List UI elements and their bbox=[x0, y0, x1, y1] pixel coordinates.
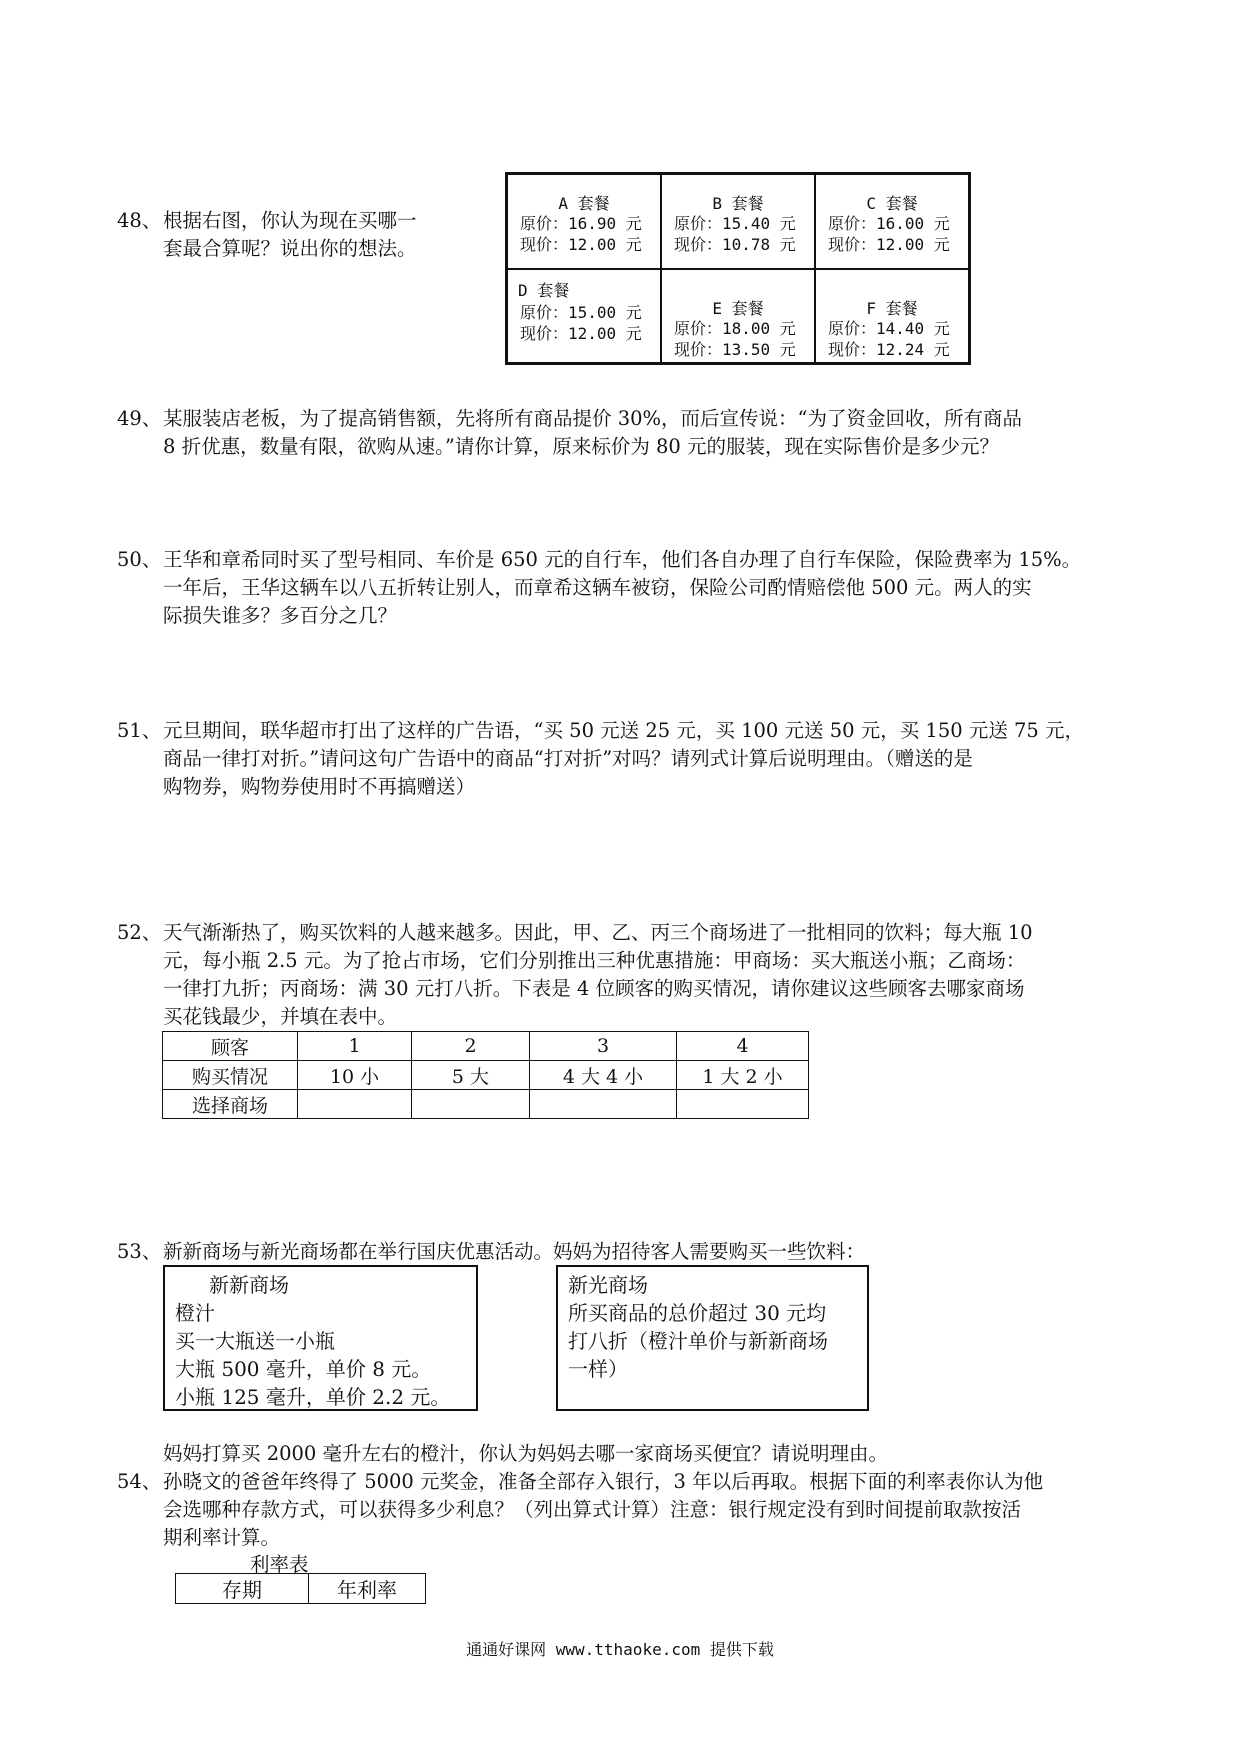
current-price: 现价：12.00 元 bbox=[828, 235, 950, 254]
q50-text-line-2: 一年后，王华这辆车以八五折转让别人，而章希这辆车被窃，保险公司酌情赔偿他 500 元。两人的实 bbox=[163, 576, 1032, 599]
q53-question: 妈妈打算买 2000 毫升左右的橙汁，你认为妈妈去哪一家商场买便宜？请说明理由。 bbox=[163, 1442, 889, 1465]
q51-text-line-1: 元旦期间，联华超市打出了这样的广告语，“买 50 元送 25 元，买 100 元送 50 元，买 150 元送 75 元， bbox=[163, 719, 1085, 742]
package-grid bbox=[505, 172, 971, 365]
q49-text-line-2: 8 折优惠，数量有限，欲购从速。”请你计算，原来标价为 80 元的服装，现在实际售价是多少元？ bbox=[163, 435, 1000, 458]
current-price: 现价：10.78 元 bbox=[674, 235, 796, 254]
answer-cell[interactable] bbox=[412, 1090, 530, 1119]
original-price: 原价：15.40 元 bbox=[674, 214, 796, 233]
q48-number: 48、 bbox=[117, 209, 162, 232]
table-cell: 1 大 2 小 bbox=[677, 1061, 809, 1090]
table-cell: 4 bbox=[677, 1032, 809, 1061]
box-line: 打八折（橙汁单价与新新商场 bbox=[568, 1329, 828, 1353]
box-line: 大瓶 500 毫升，单价 8 元。 bbox=[175, 1357, 432, 1381]
q54-text-line-2: 会选哪种存款方式，可以获得多少利息？（列出算式计算）注意：银行规定没有到时间提前取款按活 bbox=[163, 1498, 1022, 1521]
q52-text-line-1: 天气渐渐热了，购买饮料的人越来越多。因此，甲、乙、丙三个商场进了一批相同的饮料；每大瓶 10 bbox=[163, 921, 1033, 944]
q54-text-line-1: 孙晓文的爸爸年终得了 5000 元奖金，准备全部存入银行，3 年以后再取。根据下面的利率表你认为他 bbox=[163, 1470, 1044, 1493]
q50-text-line-3: 际损失谁多？多百分之几？ bbox=[163, 604, 398, 627]
q51-text-line-2: 商品一律打对折。”请问这句广告语中的商品“打对折”对吗？请列式计算后说明理由。（赠送的是 bbox=[163, 747, 973, 770]
table-cell: 1 bbox=[298, 1032, 412, 1061]
package-name: F 套餐 bbox=[866, 298, 918, 318]
q52-number: 52、 bbox=[117, 921, 162, 944]
q50-text-line-1: 王华和章希同时买了型号相同、车价是 650 元的自行车，他们各自办理了自行车保险，保险费率为 15%。 bbox=[163, 548, 1082, 571]
page-footer: 通通好课网 www.tthaoke.com 提供下载 bbox=[466, 1640, 774, 1659]
package-name: A 套餐 bbox=[558, 194, 610, 213]
table-cell: 3 bbox=[530, 1032, 677, 1061]
package-f bbox=[815, 269, 969, 364]
q54-text-line-3: 期利率计算。 bbox=[163, 1526, 281, 1549]
original-price: 原价：18.00 元 bbox=[674, 318, 796, 338]
current-price: 现价：12.24 元 bbox=[828, 339, 950, 359]
q52-text-line-3: 一律打九折；丙商场：满 30 元打八折。下表是 4 位顾客的购买情况，请你建议这些顾客去哪家商场 bbox=[163, 977, 1025, 1000]
box-line: 新光商场 bbox=[568, 1273, 648, 1297]
table-row bbox=[176, 1574, 426, 1604]
table-cell: 2 bbox=[412, 1032, 530, 1061]
package-name: E 套餐 bbox=[712, 298, 764, 318]
customer-table bbox=[162, 1031, 809, 1119]
original-price: 原价：14.40 元 bbox=[828, 318, 950, 338]
original-price: 原价：16.90 元 bbox=[520, 214, 642, 233]
table-cell: 5 大 bbox=[412, 1061, 530, 1090]
box-line: 橙汁 bbox=[175, 1301, 215, 1325]
table-cell: 存期 bbox=[176, 1574, 309, 1604]
table-cell: 选择商场 bbox=[163, 1090, 298, 1119]
package-name: B 套餐 bbox=[712, 194, 764, 213]
answer-cell[interactable] bbox=[530, 1090, 677, 1119]
q48-text-line-2: 套最合算呢？说出你的想法。 bbox=[163, 237, 417, 260]
box-line: 新新商场 bbox=[209, 1273, 289, 1297]
table-row bbox=[163, 1032, 809, 1061]
box-line: 买一大瓶送一小瓶 bbox=[175, 1329, 335, 1353]
xinguang-mall-box bbox=[556, 1265, 869, 1411]
rate-table bbox=[175, 1573, 426, 1604]
table-cell: 购买情况 bbox=[163, 1061, 298, 1090]
answer-cell[interactable] bbox=[677, 1090, 809, 1119]
package-name: C 套餐 bbox=[866, 194, 918, 213]
current-price: 现价：12.00 元 bbox=[520, 235, 642, 254]
answer-cell[interactable] bbox=[298, 1090, 412, 1119]
package-e bbox=[661, 269, 815, 364]
package-d bbox=[507, 269, 661, 364]
q50-number: 50、 bbox=[117, 548, 162, 571]
original-price: 原价：15.00 元 bbox=[520, 302, 642, 322]
package-name: D 套餐 bbox=[518, 280, 570, 300]
q49-number: 49、 bbox=[117, 407, 162, 430]
original-price: 原价：16.00 元 bbox=[828, 214, 950, 233]
q52-text-line-2: 元，每小瓶 2.5 元。为了抢占市场，它们分别推出三种优惠措施：甲商场：买大瓶送小瓶；乙商场： bbox=[163, 949, 1026, 972]
box-line: 所买商品的总价超过 30 元均 bbox=[568, 1301, 827, 1325]
table-cell: 4 大 4 小 bbox=[530, 1061, 677, 1090]
rate-table-title: 利率表 bbox=[250, 1553, 309, 1576]
current-price: 现价：13.50 元 bbox=[674, 339, 796, 359]
package-a bbox=[507, 174, 661, 269]
table-cell: 年利率 bbox=[309, 1574, 426, 1604]
box-line: 一样） bbox=[568, 1357, 628, 1381]
table-cell: 10 小 bbox=[298, 1061, 412, 1090]
q52-text-line-4: 买花钱最少，并填在表中。 bbox=[163, 1005, 398, 1028]
q54-number: 54、 bbox=[117, 1470, 162, 1493]
box-line: 小瓶 125 毫升，单价 2.2 元。 bbox=[175, 1385, 451, 1409]
q53-intro: 新新商场与新光商场都在举行国庆优惠活动。妈妈为招待客人需要购买一些饮料： bbox=[163, 1240, 866, 1263]
table-row bbox=[163, 1061, 809, 1090]
table-row bbox=[163, 1090, 809, 1119]
q51-text-line-3: 购物券，购物券使用时不再搞赠送） bbox=[163, 775, 476, 798]
xinxin-mall-box bbox=[163, 1265, 478, 1411]
q51-number: 51、 bbox=[117, 719, 162, 742]
q53-number: 53、 bbox=[117, 1240, 162, 1263]
package-c bbox=[815, 174, 969, 269]
package-b bbox=[661, 174, 815, 269]
table-cell: 顾客 bbox=[163, 1032, 298, 1061]
q48-text-line-1: 根据右图，你认为现在买哪一 bbox=[163, 209, 417, 232]
q49-text-line-1: 某服装店老板，为了提高销售额，先将所有商品提价 30%，而后宣传说：“为了资金回收，所有商品 bbox=[163, 407, 1023, 430]
current-price: 现价：12.00 元 bbox=[520, 323, 642, 343]
